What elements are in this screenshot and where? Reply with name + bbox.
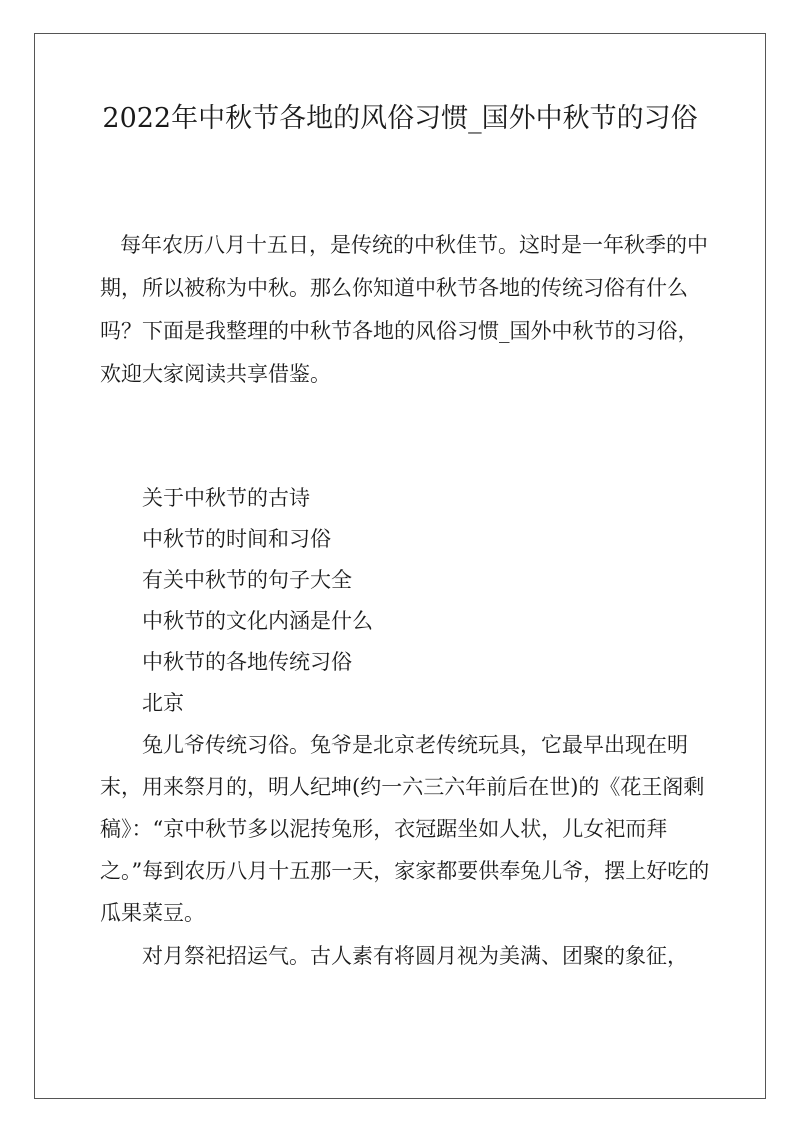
body-paragraph-rabbit: 兔儿爷传统习俗。兔爷是北京老传统玩具，它最早出现在明末，用来祭月的，明人纪坤(约一六三六年前后在世)的《花王阁剩稿》：“京中秋节多以泥抟兔形，衣冠踞坐如人状，儿女祀而拜之。”每到农历八月十五那一天，家家都要供奉兔儿爷，摆上好吃的瓜果菜豆。: [100, 733, 710, 925]
related-link-culture[interactable]: 中秋节的文化内涵是什么: [142, 609, 373, 633]
related-links-list: [142, 478, 373, 683]
related-link-regional-customs[interactable]: 中秋节的各地传统习俗: [142, 650, 352, 674]
intro-paragraph: 每年农历八月十五日，是传统的中秋佳节。这时是一年秋季的中期，所以被称为中秋。那么你知道中秋节各地的传统习俗有什么吗？下面是我整理的中秋节各地的风俗习惯_国外中秋节的习俗，欢迎大家阅读共享借鉴。: [100, 233, 708, 386]
related-link-sentences[interactable]: 有关中秋节的句子大全: [142, 568, 352, 592]
related-link-time-customs[interactable]: 中秋节的时间和习俗: [142, 527, 331, 551]
section-heading-beijing: 北京: [142, 691, 184, 715]
document-title: 2022年中秋节各地的风俗习惯_国外中秋节的习俗: [102, 103, 698, 134]
related-link-poems[interactable]: 关于中秋节的古诗: [142, 486, 310, 510]
body-paragraph-moon-worship: 对月祭祀招运气。古人素有将圆月视为美满、团聚的象征，: [142, 944, 688, 968]
